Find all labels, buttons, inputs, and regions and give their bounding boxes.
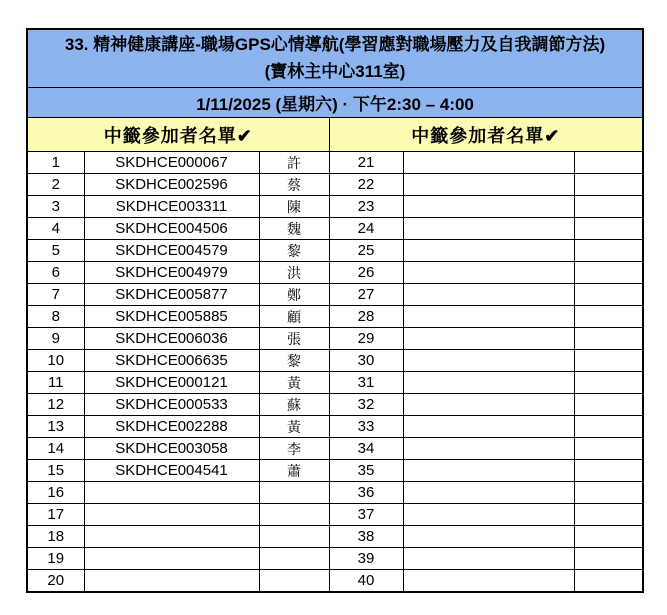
right-participant-code-cell [403,350,574,372]
event-schedule-cell: 1/11/2025 (星期六) · 下午2:30 – 4:00 [27,88,643,118]
table-row [27,416,643,438]
event-schedule-row [27,88,643,118]
right-list-header: 中籤參加者名單✔ [329,118,643,152]
table-row [27,174,643,196]
left-participant-surname-cell: 陳 [259,196,329,218]
right-participant-surname-cell [574,328,643,350]
left-participant-surname-cell: 蘇 [259,394,329,416]
left-participant-surname-cell: 黎 [259,350,329,372]
event-title-cell [27,29,643,88]
right-participant-surname-cell [574,262,643,284]
left-participant-code-cell: SKDHCE004506 [84,218,259,240]
left-row-number-cell: 20 [27,570,84,593]
right-participant-surname-cell [574,196,643,218]
right-participant-surname-cell [574,152,643,174]
right-participant-surname-cell [574,240,643,262]
left-participant-surname-cell: 洪 [259,262,329,284]
left-row-number-cell: 15 [27,460,84,482]
right-participant-code-cell [403,262,574,284]
left-row-number-cell: 8 [27,306,84,328]
left-participant-surname-cell [259,548,329,570]
table-row [27,438,643,460]
left-participant-code-cell: SKDHCE003311 [84,196,259,218]
right-row-number-cell: 37 [329,504,403,526]
right-participant-surname-cell [574,504,643,526]
left-list-header: 中籤參加者名單✔ [27,118,329,152]
right-participant-surname-cell [574,284,643,306]
right-participant-code-cell [403,460,574,482]
right-participant-code-cell [403,306,574,328]
column-header-row [27,118,643,152]
right-row-number-cell: 23 [329,196,403,218]
left-row-number-cell: 3 [27,196,84,218]
left-participant-surname-cell [259,504,329,526]
left-participant-code-cell [84,482,259,504]
left-row-number-cell: 10 [27,350,84,372]
right-participant-code-cell [403,152,574,174]
event-title-line1: 33. 精神健康講座-職場GPS心情導航(學習應對職場壓力及自我調節方法) [64,35,606,55]
left-participant-surname-cell: 黃 [259,372,329,394]
right-participant-code-cell [403,570,574,593]
right-row-number-cell: 32 [329,394,403,416]
right-participant-code-cell [403,174,574,196]
left-participant-surname-cell [259,570,329,593]
right-participant-surname-cell [574,394,643,416]
right-participant-code-cell [403,416,574,438]
right-row-number-cell: 26 [329,262,403,284]
left-participant-surname-cell: 蔡 [259,174,329,196]
left-row-number-cell: 2 [27,174,84,196]
left-row-number-cell: 5 [27,240,84,262]
right-participant-code-cell [403,438,574,460]
left-participant-surname-cell: 李 [259,438,329,460]
right-participant-code-cell [403,328,574,350]
left-participant-code-cell: SKDHCE003058 [84,438,259,460]
right-participant-code-cell [403,240,574,262]
right-row-number-cell: 35 [329,460,403,482]
left-participant-surname-cell: 魏 [259,218,329,240]
right-participant-surname-cell [574,482,643,504]
table-row [27,372,643,394]
right-participant-code-cell [403,196,574,218]
right-participant-surname-cell [574,460,643,482]
table-row [27,350,643,372]
table-row [27,306,643,328]
left-participant-code-cell: SKDHCE006036 [84,328,259,350]
right-row-number-cell: 30 [329,350,403,372]
left-participant-code-cell: SKDHCE002596 [84,174,259,196]
left-row-number-cell: 14 [27,438,84,460]
table-row [27,218,643,240]
left-participant-code-cell: SKDHCE004541 [84,460,259,482]
right-participant-code-cell [403,504,574,526]
right-row-number-cell: 38 [329,526,403,548]
table-row [27,394,643,416]
event-title-line2: (寶林主中心311室) [264,61,406,81]
table-row [27,482,643,504]
left-row-number-cell: 19 [27,548,84,570]
left-participant-code-cell: SKDHCE004579 [84,240,259,262]
left-participant-code-cell: SKDHCE006635 [84,350,259,372]
right-participant-code-cell [403,284,574,306]
table-row [27,548,643,570]
right-participant-surname-cell [574,548,643,570]
left-row-number-cell: 6 [27,262,84,284]
table-row [27,328,643,350]
left-row-number-cell: 17 [27,504,84,526]
left-participant-code-cell [84,548,259,570]
left-participant-code-cell [84,526,259,548]
right-participant-surname-cell [574,438,643,460]
left-participant-code-cell: SKDHCE000533 [84,394,259,416]
right-row-number-cell: 25 [329,240,403,262]
table-row [27,570,643,593]
table-row [27,152,643,174]
left-participant-code-cell: SKDHCE005885 [84,306,259,328]
left-participant-code-cell: SKDHCE000121 [84,372,259,394]
right-participant-surname-cell [574,570,643,593]
right-participant-surname-cell [574,416,643,438]
table-row [27,262,643,284]
left-participant-code-cell: SKDHCE005877 [84,284,259,306]
right-participant-surname-cell [574,174,643,196]
right-row-number-cell: 36 [329,482,403,504]
right-row-number-cell: 27 [329,284,403,306]
left-row-number-cell: 16 [27,482,84,504]
table-row [27,284,643,306]
right-row-number-cell: 24 [329,218,403,240]
right-participant-surname-cell [574,350,643,372]
right-row-number-cell: 40 [329,570,403,593]
left-participant-surname-cell [259,482,329,504]
left-participant-surname-cell: 黎 [259,240,329,262]
right-row-number-cell: 22 [329,174,403,196]
right-participant-code-cell [403,394,574,416]
left-participant-code-cell [84,504,259,526]
left-row-number-cell: 1 [27,152,84,174]
lottery-result-sheet [26,28,644,593]
left-participant-surname-cell: 黃 [259,416,329,438]
left-participant-surname-cell [259,526,329,548]
right-row-number-cell: 29 [329,328,403,350]
participants-table [26,28,644,593]
table-row [27,460,643,482]
left-participant-code-cell [84,570,259,593]
right-participant-code-cell [403,548,574,570]
event-title-row [27,29,643,88]
right-participant-surname-cell [574,526,643,548]
right-participant-surname-cell [574,372,643,394]
left-participant-surname-cell: 張 [259,328,329,350]
table-row [27,526,643,548]
left-row-number-cell: 12 [27,394,84,416]
left-participant-surname-cell: 許 [259,152,329,174]
right-participant-surname-cell [574,218,643,240]
table-row [27,196,643,218]
right-row-number-cell: 21 [329,152,403,174]
left-row-number-cell: 7 [27,284,84,306]
left-participant-code-cell: SKDHCE000067 [84,152,259,174]
right-participant-code-cell [403,218,574,240]
table-row [27,240,643,262]
right-row-number-cell: 33 [329,416,403,438]
right-row-number-cell: 28 [329,306,403,328]
right-row-number-cell: 34 [329,438,403,460]
right-row-number-cell: 39 [329,548,403,570]
right-participant-code-cell [403,526,574,548]
left-row-number-cell: 9 [27,328,84,350]
left-participant-surname-cell: 鄭 [259,284,329,306]
left-participant-surname-cell: 顧 [259,306,329,328]
right-participant-code-cell [403,372,574,394]
left-row-number-cell: 13 [27,416,84,438]
table-row [27,504,643,526]
left-participant-code-cell: SKDHCE004979 [84,262,259,284]
right-participant-surname-cell [574,306,643,328]
left-row-number-cell: 4 [27,218,84,240]
right-row-number-cell: 31 [329,372,403,394]
left-participant-surname-cell: 蕭 [259,460,329,482]
participants-table-body [27,152,643,593]
left-participant-code-cell: SKDHCE002288 [84,416,259,438]
left-row-number-cell: 18 [27,526,84,548]
right-participant-code-cell [403,482,574,504]
left-row-number-cell: 11 [27,372,84,394]
